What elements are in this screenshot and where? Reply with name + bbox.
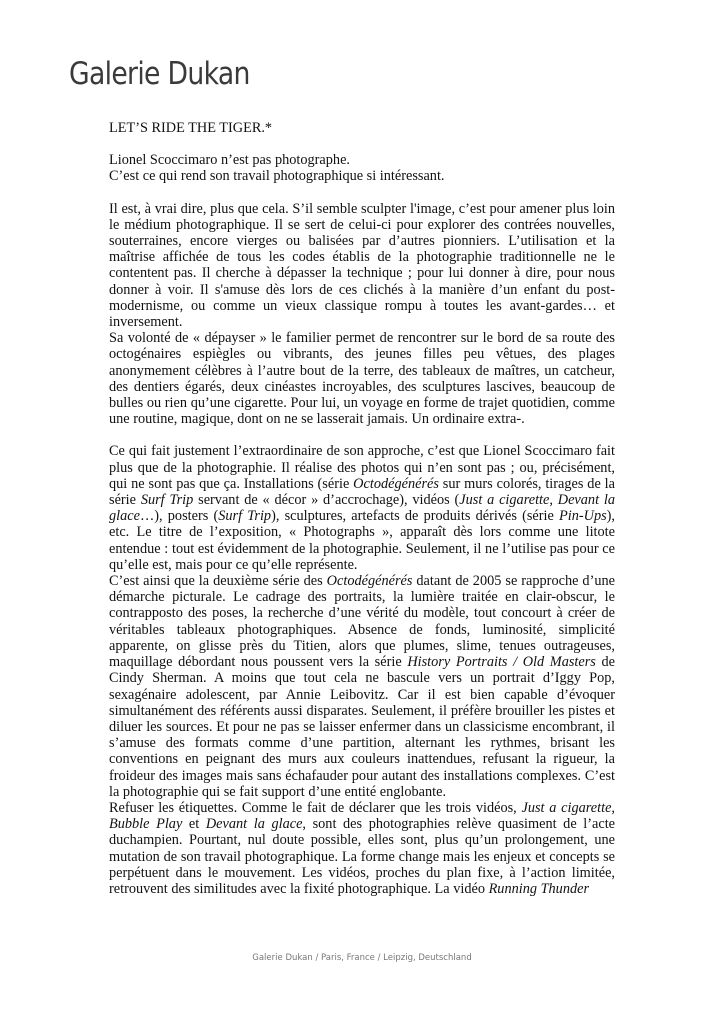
page-footer: Galerie Dukan / Paris, France / Leipzig, Deutschland [252,953,472,963]
intro-paragraph [109,152,615,184]
paragraph-4 [109,573,615,800]
p4-italic-1: Octodégénérés [326,573,413,590]
p3-text-4: …), posters ( [139,508,219,525]
p3-italic-3: Just a cigarette, Devant la glace [109,492,615,525]
p3-text-3: servant de « décor » d’accrochage), vidéos ( [193,492,460,509]
p4-text-2: datant de 2005 se rapproche d’une démarche picturale. Le cadrage des portraits, la lumière traitée en clair-obscur, le contrapposto des poses, la recherche d’une vérité du modèle, tout concourt à créer de véritables tableaux photographiques. Absence de fonds, luminosité, simplicité apparente, on glisse près du Titien, alors que plumes, slime, tenues outrageuses, maquillage débordant nous poussent vers la série [109,573,615,671]
paragraph-5 [109,800,615,897]
p5-italic-2: Devant la glace [205,816,303,833]
p3-italic-1: Octodégénérés [353,475,439,492]
p3-text-1: Ce qui fait justement l’extraordinaire de son approche, c’est que Lionel Scoccimaro fait plus que de la photographie. Il réalise des photos qui n’en sont pas ; ou, précisément, qui ne sont pas que ça. Installations (série [109,443,615,492]
paragraph-1: Il est, à vrai dire, plus que cela. S’il semble sculpter l'image, c’est pour amener plus loin le médium photographique. Il se sert de celui-ci pour explorer des contrées nouvelles, souterraines, encore vierges ou balisées par d’autres pionniers. L’utilisation et la maîtrise affichée de tous les codes établis de la photographie traditionnelle ne le contentent pas. Il cherche à dépasser la technique ; pour lui donner à dire, pour nous donner à voir. Il s'amuse dès lors de ces clichés à la manière d’un enfant du post-modernisme, ou comme un vieux classique rompu à toutes les avant-gardes… et inversement. [109,200,615,331]
p4-text-1: C’est ainsi que la deuxième série des [109,573,327,590]
p5-text-3: , sont des photographies relève quasiment de l’acte duchampien. Pourtant, nul doute possible, elles sont, plus qu’un prolongement, une mutation de son travail photographique. La forme change mais les enjeux et concepts se perpétuent dans le mouvement. Les vidéos, proches du plan fixe, à l’action limitée, retrouvent des similitudes avec la fixité photographique. La vidéo [109,816,616,897]
p3-italic-2: Surf Trip [140,492,194,509]
gallery-logo: Galerie Dukan [69,56,250,92]
p3-text-5: ), sculptures, artefacts de produits dérivés (série [271,508,559,525]
p5-text-1: Refuser les étiquettes. Comme le fait de déclarer que les trois vidéos, [109,799,522,816]
p5-text-2: et [182,816,206,833]
article-body [109,120,615,897]
p4-italic-2: History Portraits / Old Masters [407,654,596,671]
article-title: LET’S RIDE THE TIGER.* [109,120,273,136]
p3-italic-4: Surf Trip [218,508,272,525]
p4-text-3: de Cindy Sherman. A moins que tout cela ne bascule vers un portrait d’Iggy Pop, sexagénaire adolescent, par Annie Leibovitz. Car il est bien capable d’évoquer simultanément des référents aussi disparates. Seulement, il préfère brouiller les pistes et diluer les sources. Et pour ne pas se laisser enfermer dans un classicisme encombrant, il s’amuse des formats comme d’une partition, alternant les rythmes, brisant les conventions en peignant des murs aux couleurs inattendues, refusant la rigueur, la froideur des images mais sans échafauder pour autant des installations complexes. C’est la photographie qui se fait support d’une entité englobante. [109,654,616,800]
intro-line-1: Lionel Scoccimaro n’est pas photographe. [109,152,350,169]
paragraph-3 [109,443,615,573]
intro-line-2: C’est ce qui rend son travail photographique si intéressant. [109,168,445,185]
p5-italic-1: Just a cigarette, Bubble Play [109,799,615,833]
p3-text-6: ), etc. Le titre de l’exposition, « Photographs », apparaît dès lors comme une litote entendue : tout est évidemment de la photographie. Seulement, il ne l’utilise pas pour ce qu’elle est, mais pour ce qu’elle représente. [109,508,615,573]
p3-italic-5: Pin-Ups [559,508,607,525]
paragraph-2: Sa volonté de « dépayser » le familier permet de rencontrer sur le bord de sa route des octogénaires espiègles ou vibrants, des jeunes filles peu vêtues, des plages anonymement célèbres à l’autre bout de la terre, des tableaux de maîtres, un catcheur, des dentiers égarés, deux cinéastes incroyables, des sculptures lascives, beaucoup de bulles ou rien qu’une cigarette. Pour lui, un voyage en forme de trajet quotidien, comme une routine, magique, dont on ne se lasserait jamais. Un ordinaire extra-. [109,330,615,428]
p3-text-2: sur murs colorés, tirages de la série [109,475,615,509]
p5-italic-3: Running Thunder [488,880,590,897]
